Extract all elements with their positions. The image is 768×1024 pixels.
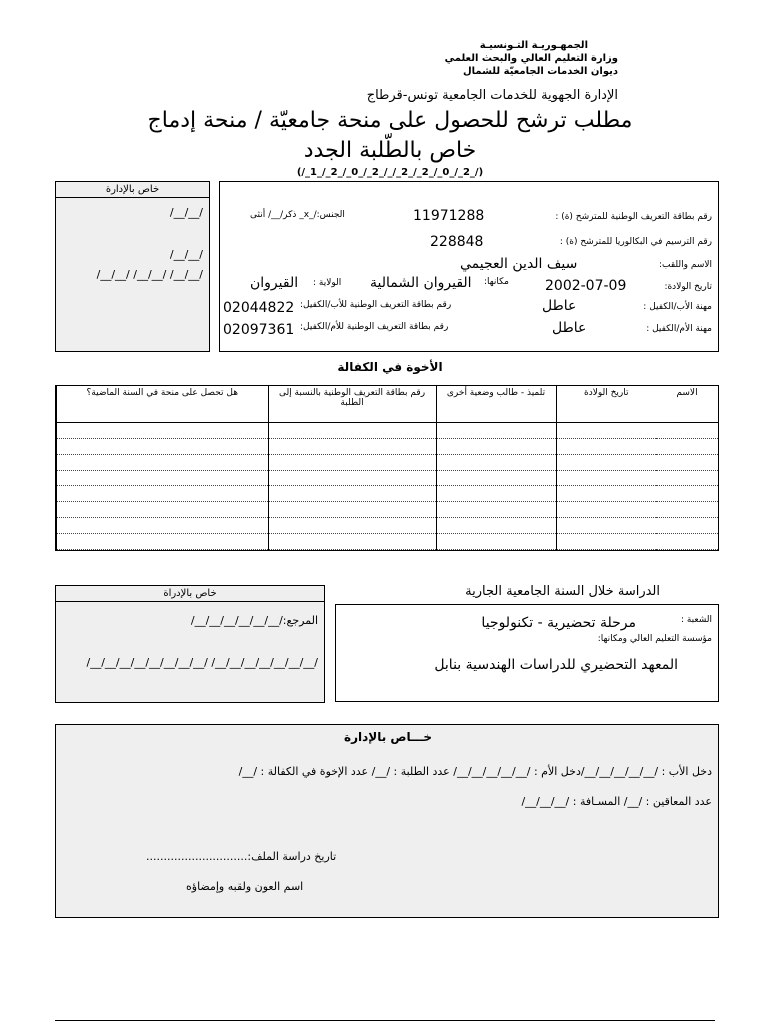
candidate-box	[219, 181, 719, 352]
birth-label: تاريخ الولادة:	[664, 282, 712, 292]
name-label: الاسم واللقب:	[658, 260, 712, 270]
column-header-grant: هل تحصل على منحة في السنة الماضية؟	[57, 386, 269, 423]
admin-box-mid	[55, 585, 325, 703]
father-job-label: مهنة الأب/الكفيل :	[643, 302, 712, 312]
table-row	[57, 423, 719, 439]
state-label: الولاية :	[313, 278, 342, 288]
siblings-title: الأخوة في الكفالة	[337, 360, 443, 374]
admin-bottom-row2: عدد المعاقين : /__/ المسـافة : /__/__/__/	[521, 795, 712, 808]
header-block	[318, 40, 618, 77]
admin-box-mid-title: خاص بالإدراة	[56, 586, 324, 602]
table-row	[57, 470, 719, 486]
ministry-text: وزارة التعليم العالي والبحث العلمي	[444, 53, 618, 64]
admin-mid-line2: /__/__/__/__/__/__/__/__/ /__/__/__/__/__/__/__/	[86, 656, 318, 669]
siblings-table	[55, 385, 719, 551]
admin-agent-label: اسم العون ولقبه وإمضاؤه	[186, 880, 304, 893]
mother-id-value: 02097361	[223, 322, 295, 338]
father-job-value: عاطل	[542, 298, 577, 314]
bac-value: 228848	[430, 234, 484, 250]
father-id-label: رقم بطاقة التعريف الوطنية للأب/الكفيل:	[300, 300, 452, 310]
admin-bottom-title: خـــاص بالإدارة	[344, 730, 432, 744]
study-title: الدراسة خلال السنة الجامعية الجارية	[465, 584, 660, 599]
mother-job-value: عاطل	[552, 320, 587, 336]
admin-box-top-line3: /__/__/ /__/__/ /__/__/	[96, 268, 203, 281]
admin-box-top-title: خاص بالإدارة	[56, 182, 209, 198]
state-value: القيروان	[250, 275, 299, 291]
table-row	[57, 518, 719, 534]
table-row	[57, 502, 719, 518]
father-id-value: 02044822	[223, 300, 295, 316]
form-code: (/_1_/_2_/_0_/_2_/_/_2_/_2_/_0_/_2_/)	[296, 167, 484, 178]
mother-job-label: مهنة الأم/الكفيل :	[646, 324, 712, 334]
republic-text: الجمهـوريـة التـونسيـة	[479, 40, 588, 51]
place-label: مكانها:	[484, 277, 509, 287]
id-value: 11971288	[413, 208, 485, 224]
page-subtitle: خاص بالطّلبة الجدد	[303, 138, 477, 163]
table-row	[57, 486, 719, 502]
office-text: ديوان الخدمات الجامعيّة للشمال	[463, 66, 618, 77]
institution-value: المعهد التحضيري للدراسات الهندسية بنابل	[434, 657, 678, 673]
gender-field: الجنس:/_x_ ذكر/__/ أنثى	[250, 210, 345, 220]
admin-date-label: تاريخ دراسة الملف:.............................	[146, 850, 337, 863]
institution-label: مؤسسة التعليم العالي ومكانها:	[597, 634, 712, 644]
birth-value: 2002-07-09	[545, 278, 627, 294]
table-row	[57, 438, 719, 454]
place-value: القيروان الشمالية	[370, 275, 472, 291]
admin-ref-line: المرجع:/__/__/__/__/__/__/	[190, 614, 318, 627]
name-value: سيف الدين العجيمي	[460, 256, 578, 272]
column-header-name: الاسم	[656, 386, 718, 423]
page-title: مطلب ترشح للحصول على منحة جامعيّة / منحة إدماج	[147, 108, 633, 133]
column-header-id: رقم بطاقة التعريف الوطنية بالنسبة إلى الطلبة	[268, 386, 436, 423]
admin-box-top-line2: /__/__/	[169, 248, 203, 261]
table-row	[57, 534, 719, 550]
column-header-birth: تاريخ الولادة	[556, 386, 656, 423]
branch-value: مرحلة تحضيرية - تكنولوجيا	[481, 615, 636, 631]
bac-label: رقم الترسيم في البكالوريا للمترشح (ة) :	[559, 237, 712, 247]
mother-id-label: رقم بطاقة التعريف الوطنية للأم/الكفيل:	[300, 322, 449, 332]
branch-label: الشعبة :	[680, 615, 712, 625]
column-header-status: تلميذ - طالب وضعية أخرى	[436, 386, 556, 423]
admin-box-bottom	[55, 724, 719, 918]
bottom-divider	[55, 1020, 715, 1021]
id-label: رقم بطاقة التعريف الوطنية للمترشح (ة) :	[555, 212, 712, 222]
region-text: الإدارة الجهوية للخدمات الجامعية تونس-قرطاج	[366, 88, 618, 103]
admin-bottom-row1: دخل الأب : /__/__/__/__/__/دخل الأم : /__/__/__/__/__/ عدد الطلبة : /__/ عدد الإخوة في الكفالة : /__/	[238, 765, 712, 778]
table-row	[57, 454, 719, 470]
study-box	[335, 604, 719, 702]
admin-box-top	[55, 181, 210, 352]
admin-box-top-line1: /__/__/	[169, 206, 203, 219]
